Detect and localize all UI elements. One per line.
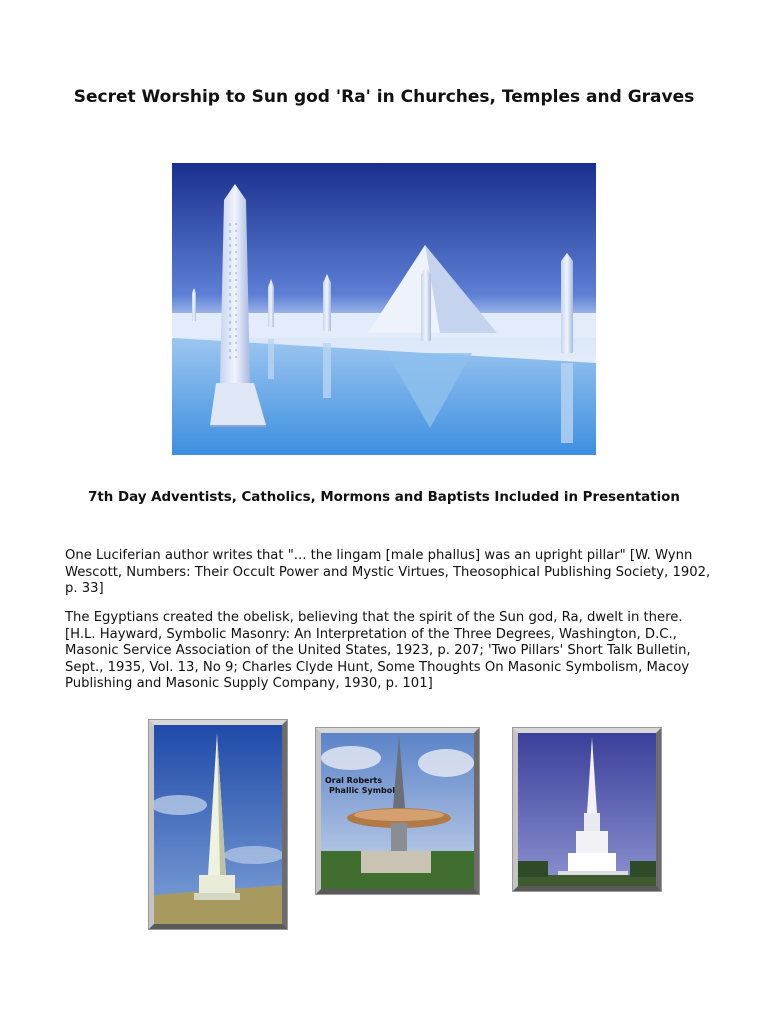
obelisk-monument-photo — [149, 720, 287, 929]
obelisk-pyramid-illustration — [172, 163, 596, 455]
body-paragraph-2: The Egyptians created the obelisk, believing that the spirit of the Sun god, Ra, dwelt in there. [H.L. Hayward, Symbolic Masonry: An Interpretation of the Three Degrees, Washington, D.C., Masonic Service Association of the United States, 1923, p. 207; 'Two Pillars' Short Talk Bulletin, Sept., 1935, Vol. 13, No 9; Charles Clyde Hunt, Some Thoughts On Masonic Symbolism, Macoy Publishing and Masonic Supply Company, 1930, p. 101] — [65, 610, 691, 692]
presentation-subtitle: 7th Day Adventists, Catholics, Mormons and Baptists Included in Presentation — [88, 490, 680, 505]
church-steeple-photo — [513, 728, 661, 891]
page-title: Secret Worship to Sun god 'Ra' in Churches, Temples and Graves — [73, 87, 695, 107]
photo-caption-line-1: Oral Roberts — [325, 776, 383, 785]
photo-caption-line-2: Phallic Symbol — [329, 786, 395, 795]
prayer-tower-photo — [316, 728, 479, 894]
body-paragraph-1: One Luciferian author writes that "... the lingam [male phallus] was an upright pillar" [W. Wynn Wescott, Numbers: Their Occult Power and Mystic Virtues, Theosophical Publishing Society, 1902, p. 33] — [65, 548, 711, 597]
